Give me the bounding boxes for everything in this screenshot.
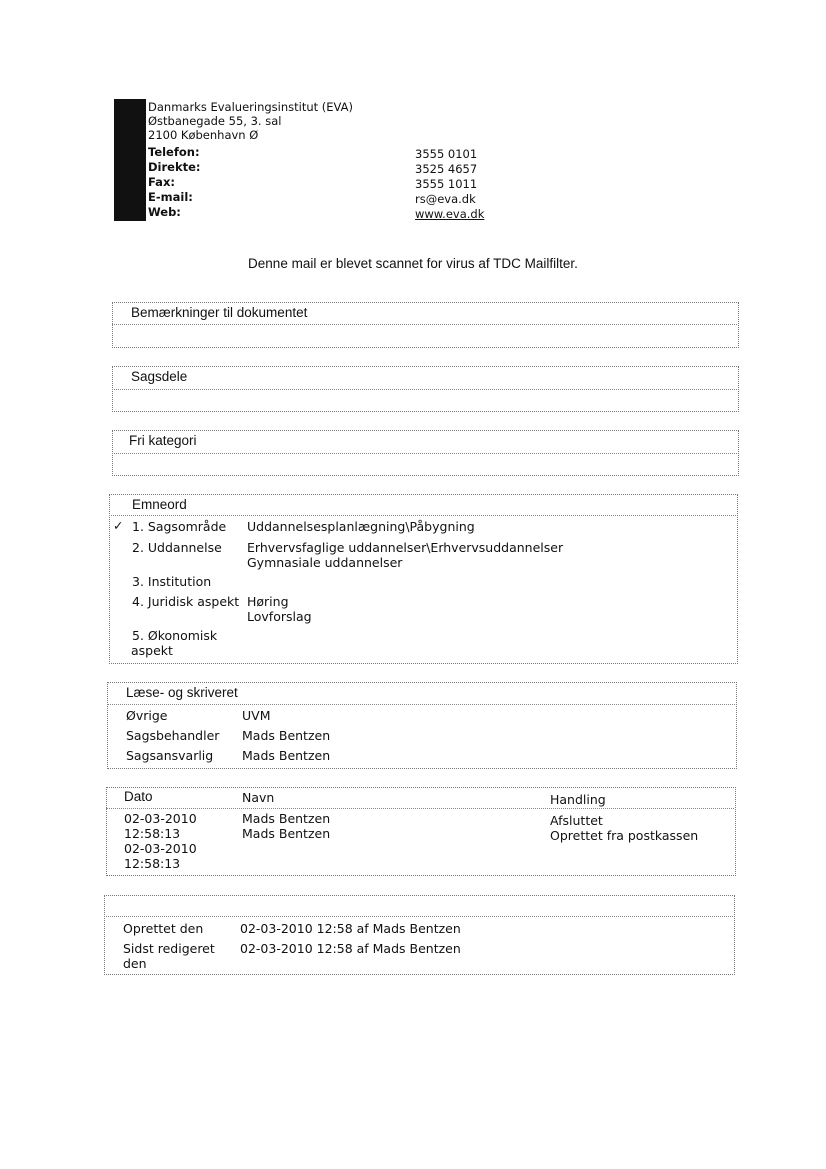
divider	[107, 704, 735, 705]
historik-action: Oprettet fra postkassen	[550, 828, 699, 843]
direct-label: Direkte:	[148, 160, 201, 174]
laese-label: Sagsbehandler	[126, 728, 220, 743]
phone-label: Telefon:	[148, 145, 200, 159]
laese-value: Mads Bentzen	[242, 728, 331, 743]
sagsdele-title: Sagsdele	[131, 369, 188, 384]
historik-name: Mads Bentzen	[242, 826, 331, 841]
laese-title: Læse- og skriveret	[126, 685, 238, 700]
org-address: Østbanegade 55, 3. sal	[148, 114, 282, 128]
emneord-title: Emneord	[132, 497, 187, 512]
historik-header-handling: Handling	[550, 792, 606, 807]
laese-value: Mads Bentzen	[242, 748, 331, 763]
laese-label: Øvrige	[126, 708, 168, 723]
redigeret-label-cont: den	[123, 956, 147, 971]
historik-date: 12:58:13	[124, 856, 181, 871]
emneord-value: Uddannelsesplanlægning\Påbygning	[247, 519, 475, 534]
oprettet-label: Oprettet den	[123, 921, 204, 936]
historik-action: Afsluttet	[550, 813, 603, 828]
divider	[106, 808, 734, 809]
emneord-value: Gymnasiale uddannelser	[247, 555, 403, 570]
virus-notice: Denne mail er blevet scannet for virus af TDC Mailfilter.	[248, 256, 578, 271]
redigeret-value: 02-03-2010 12:58 af Mads Bentzen	[240, 941, 461, 956]
fax-value: 3555 1011	[415, 177, 478, 191]
email-label: E-mail:	[148, 190, 193, 204]
divider	[109, 515, 736, 516]
direct-value: 3525 4657	[415, 162, 478, 176]
phone-value: 3555 0101	[415, 147, 478, 161]
check-mark: ✓	[113, 518, 124, 533]
historik-date: 12:58:13	[124, 826, 181, 841]
org-city: 2100 København Ø	[148, 128, 259, 142]
emneord-value: Erhvervsfaglige uddannelser\Erhvervsuddannelser	[247, 540, 564, 555]
web-label: Web:	[148, 205, 181, 219]
historik-header-navn: Navn	[242, 790, 275, 805]
email-link[interactable]: rs@eva.dk	[415, 192, 476, 206]
emneord-label-sagsomraade: 1. Sagsområde	[132, 519, 227, 534]
web-link[interactable]: www.eva.dk	[415, 207, 485, 221]
historik-header-dato: Dato	[124, 789, 153, 804]
laese-label: Sagsansvarlig	[126, 748, 214, 763]
emneord-label-uddannelse: 2. Uddannelse	[132, 540, 222, 555]
bemaerkninger-title: Bemærkninger til dokumentet	[131, 305, 308, 320]
emneord-value: Høring	[247, 594, 289, 609]
divider	[112, 324, 737, 325]
redaction-bar	[114, 99, 146, 221]
emneord-label-institution: 3. Institution	[132, 574, 212, 589]
redigeret-label: Sidst redigeret	[123, 941, 215, 956]
laese-value: UVM	[242, 708, 271, 723]
divider	[112, 453, 737, 454]
emneord-label-oekonomisk: 5. Økonomisk	[132, 628, 218, 643]
oprettet-value: 02-03-2010 12:58 af Mads Bentzen	[240, 921, 461, 936]
fri-kategori-title: Fri kategori	[129, 433, 197, 448]
fax-label: Fax:	[148, 175, 175, 189]
emneord-label-juridisk: 4. Juridisk aspekt	[132, 594, 240, 609]
historik-name: Mads Bentzen	[242, 811, 331, 826]
emneord-label-oekonomisk-cont: aspekt	[131, 643, 173, 658]
divider	[104, 916, 733, 917]
historik-date: 02-03-2010	[124, 841, 197, 856]
emneord-value: Lovforslag	[247, 609, 312, 624]
historik-date: 02-03-2010	[124, 811, 197, 826]
divider	[112, 389, 737, 390]
org-name: Danmarks Evalueringsinstitut (EVA)	[148, 100, 354, 114]
